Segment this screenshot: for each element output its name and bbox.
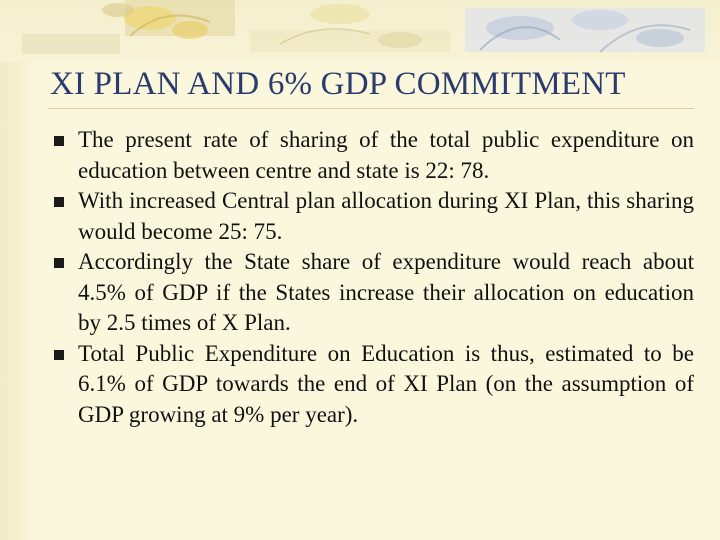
bullet-text: Accordingly the State share of expenditure would reach about 4.5% of GDP if the States increase their allocation on education by 2.5 times of X Plan. <box>78 249 694 335</box>
bullet-item-state-share <box>48 247 694 339</box>
title-divider <box>48 108 694 109</box>
square-bullet-icon <box>54 350 64 360</box>
floral-banner <box>0 0 720 62</box>
side-decorative-strip <box>0 62 38 540</box>
square-bullet-icon <box>54 197 64 207</box>
bullet-text: Total Public Expenditure on Education is thus, estimated to be 6.1% of GDP towards the end of XI Plan (on the assumption of GDP growing at 9% per year). <box>78 340 694 427</box>
bullet-item-total-expenditure <box>48 339 694 431</box>
bullet-text: With increased Central plan allocation during XI Plan, this sharing would become 25: 75. <box>78 188 694 244</box>
bullet-item-central-allocation <box>48 186 694 247</box>
slide-title: XI PLAN AND 6% GDP COMMITMENT <box>50 66 626 102</box>
square-bullet-icon <box>54 136 64 146</box>
square-bullet-icon <box>54 258 64 268</box>
bullet-list <box>48 125 694 430</box>
floral-leaf-decoration-icon <box>0 0 720 62</box>
bullet-text: The present rate of sharing of the total public expenditure on education between centre and state is 22: 78. <box>78 127 694 183</box>
bullet-item-sharing-rate <box>48 125 694 186</box>
